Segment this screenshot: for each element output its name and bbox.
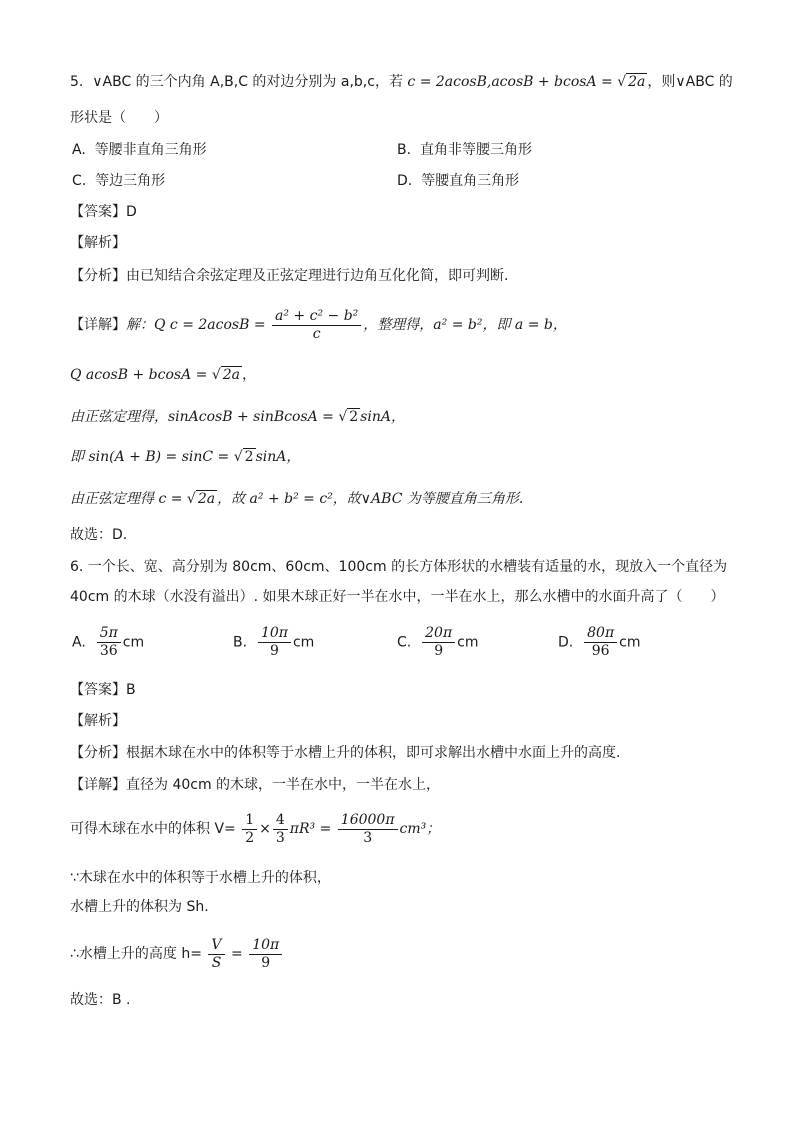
q6-stem-line2: 40cm 的木球（水没有溢出）. 如果木球正好一半在水中，一半在水上，那么水槽中的水面升高了（ ） [70,589,725,605]
q5-detail-line3: 由正弦定理得，sinAcosB + sinBcosA = √ 2 sinA， [70,409,405,425]
q6-option-d: D. $\frac{80\pi}{96}$ cm [558,625,641,659]
q6-detail-line5: ∴水槽上升的高度 h= $\frac{V}{S}$ = $\frac{10\pi}{9}$ [70,934,284,974]
q6-detail-line4: 水槽上升的体积为 Sh. [70,899,209,915]
q5-detail-line4: 即 sin(A + B) = sinC = √ 2 sinA， [70,449,301,465]
q6-option-c: C. $\frac{20\pi}{9}$ cm [397,625,479,659]
q5-fenxi: 【分析】由已知结合余弦定理及正弦定理进行边角互化化简，即可判断. [70,268,509,284]
q5-option-d: D. 等腰直角三角形 [397,173,520,189]
q5-stem-cond1: c = 2acosB,acosB + bcosA = [407,74,618,90]
q5-answer-tag: 【答案】 [70,204,126,220]
q6-answer-value: B [126,682,136,698]
q6-detail-line1: 【详解】直径为 40cm 的木球，一半在水中，一半在水上， [70,777,441,793]
q6-detail-line2: 可得木球在水中的体积 V= $\frac{1}{2}$ × $\frac{4}{3}$ πR³ = $\frac{16000\pi}{3}$ cm³； [70,811,441,846]
q6-option-b: B. $\frac{10\pi}{9}$ cm [233,625,315,659]
q5-answer-value: D [126,204,137,220]
q5-option-a: A. 等腰非直角三角形 [72,142,207,158]
q6-number: 6. [70,559,84,575]
q5-option-b: B. 直角非等腰三角形 [397,142,532,158]
q5-stem-line2: 形状是（ ） [70,110,168,126]
q6-fenxi: 【分析】根据木球在水中的体积等于水槽上升的体积，即可求解出水槽中水面上升的高度. [70,745,621,761]
q5-jiexi-tag: 【解析】 [70,235,126,251]
q6-detail-line3: ∵木球在水中的体积等于水槽上升的体积， [70,870,331,886]
q5-option-c: C. 等边三角形 [72,173,166,189]
q5-stem-prefix: ∨ABC 的三个内角 A,B,C 的对边分别为 a,b,c，若 [92,74,403,90]
q5-answer [70,202,137,222]
q5-stem-suffix: ，则∨ABC 的 [647,74,733,90]
q5-stem-line1 [70,72,733,92]
q5-number: 5. [70,74,84,90]
q5-cosine-fraction: $\frac{\text{a² + c² − b²}}{c}$ [272,308,361,343]
q6-conclusion: 故选：B . [70,992,131,1008]
q6-option-a: A. $\frac{5\pi}{36}$ cm [72,625,145,659]
q6-answer: 【答案】B [70,682,136,698]
q5-detail-line1: 【详解】解：Q c = 2acosB = $\frac{\text{a² + c² − b²}}{c}$ ，整理得，a² = b²，即 a = b， [70,307,567,342]
q5-detail-line5: 由正弦定理得 c = √ 2a ，故 a² + b² = c²，故∨ABC 为等腰直角三角形. [70,491,524,507]
q6-jiexi-tag: 【解析】 [70,713,126,729]
q5-detail-line2: Q acosB + bcosA = √ 2a ， [70,367,256,383]
q5-stem-sqrt: √ 2a [617,74,646,90]
q5-conclusion: 故选：D. [70,527,128,543]
q6-stem-line1: 6. 一个长、宽、高分别为 80cm、60cm、100cm 的长方体形状的水槽装有适量的水，现放入一个直径为 [70,559,728,575]
